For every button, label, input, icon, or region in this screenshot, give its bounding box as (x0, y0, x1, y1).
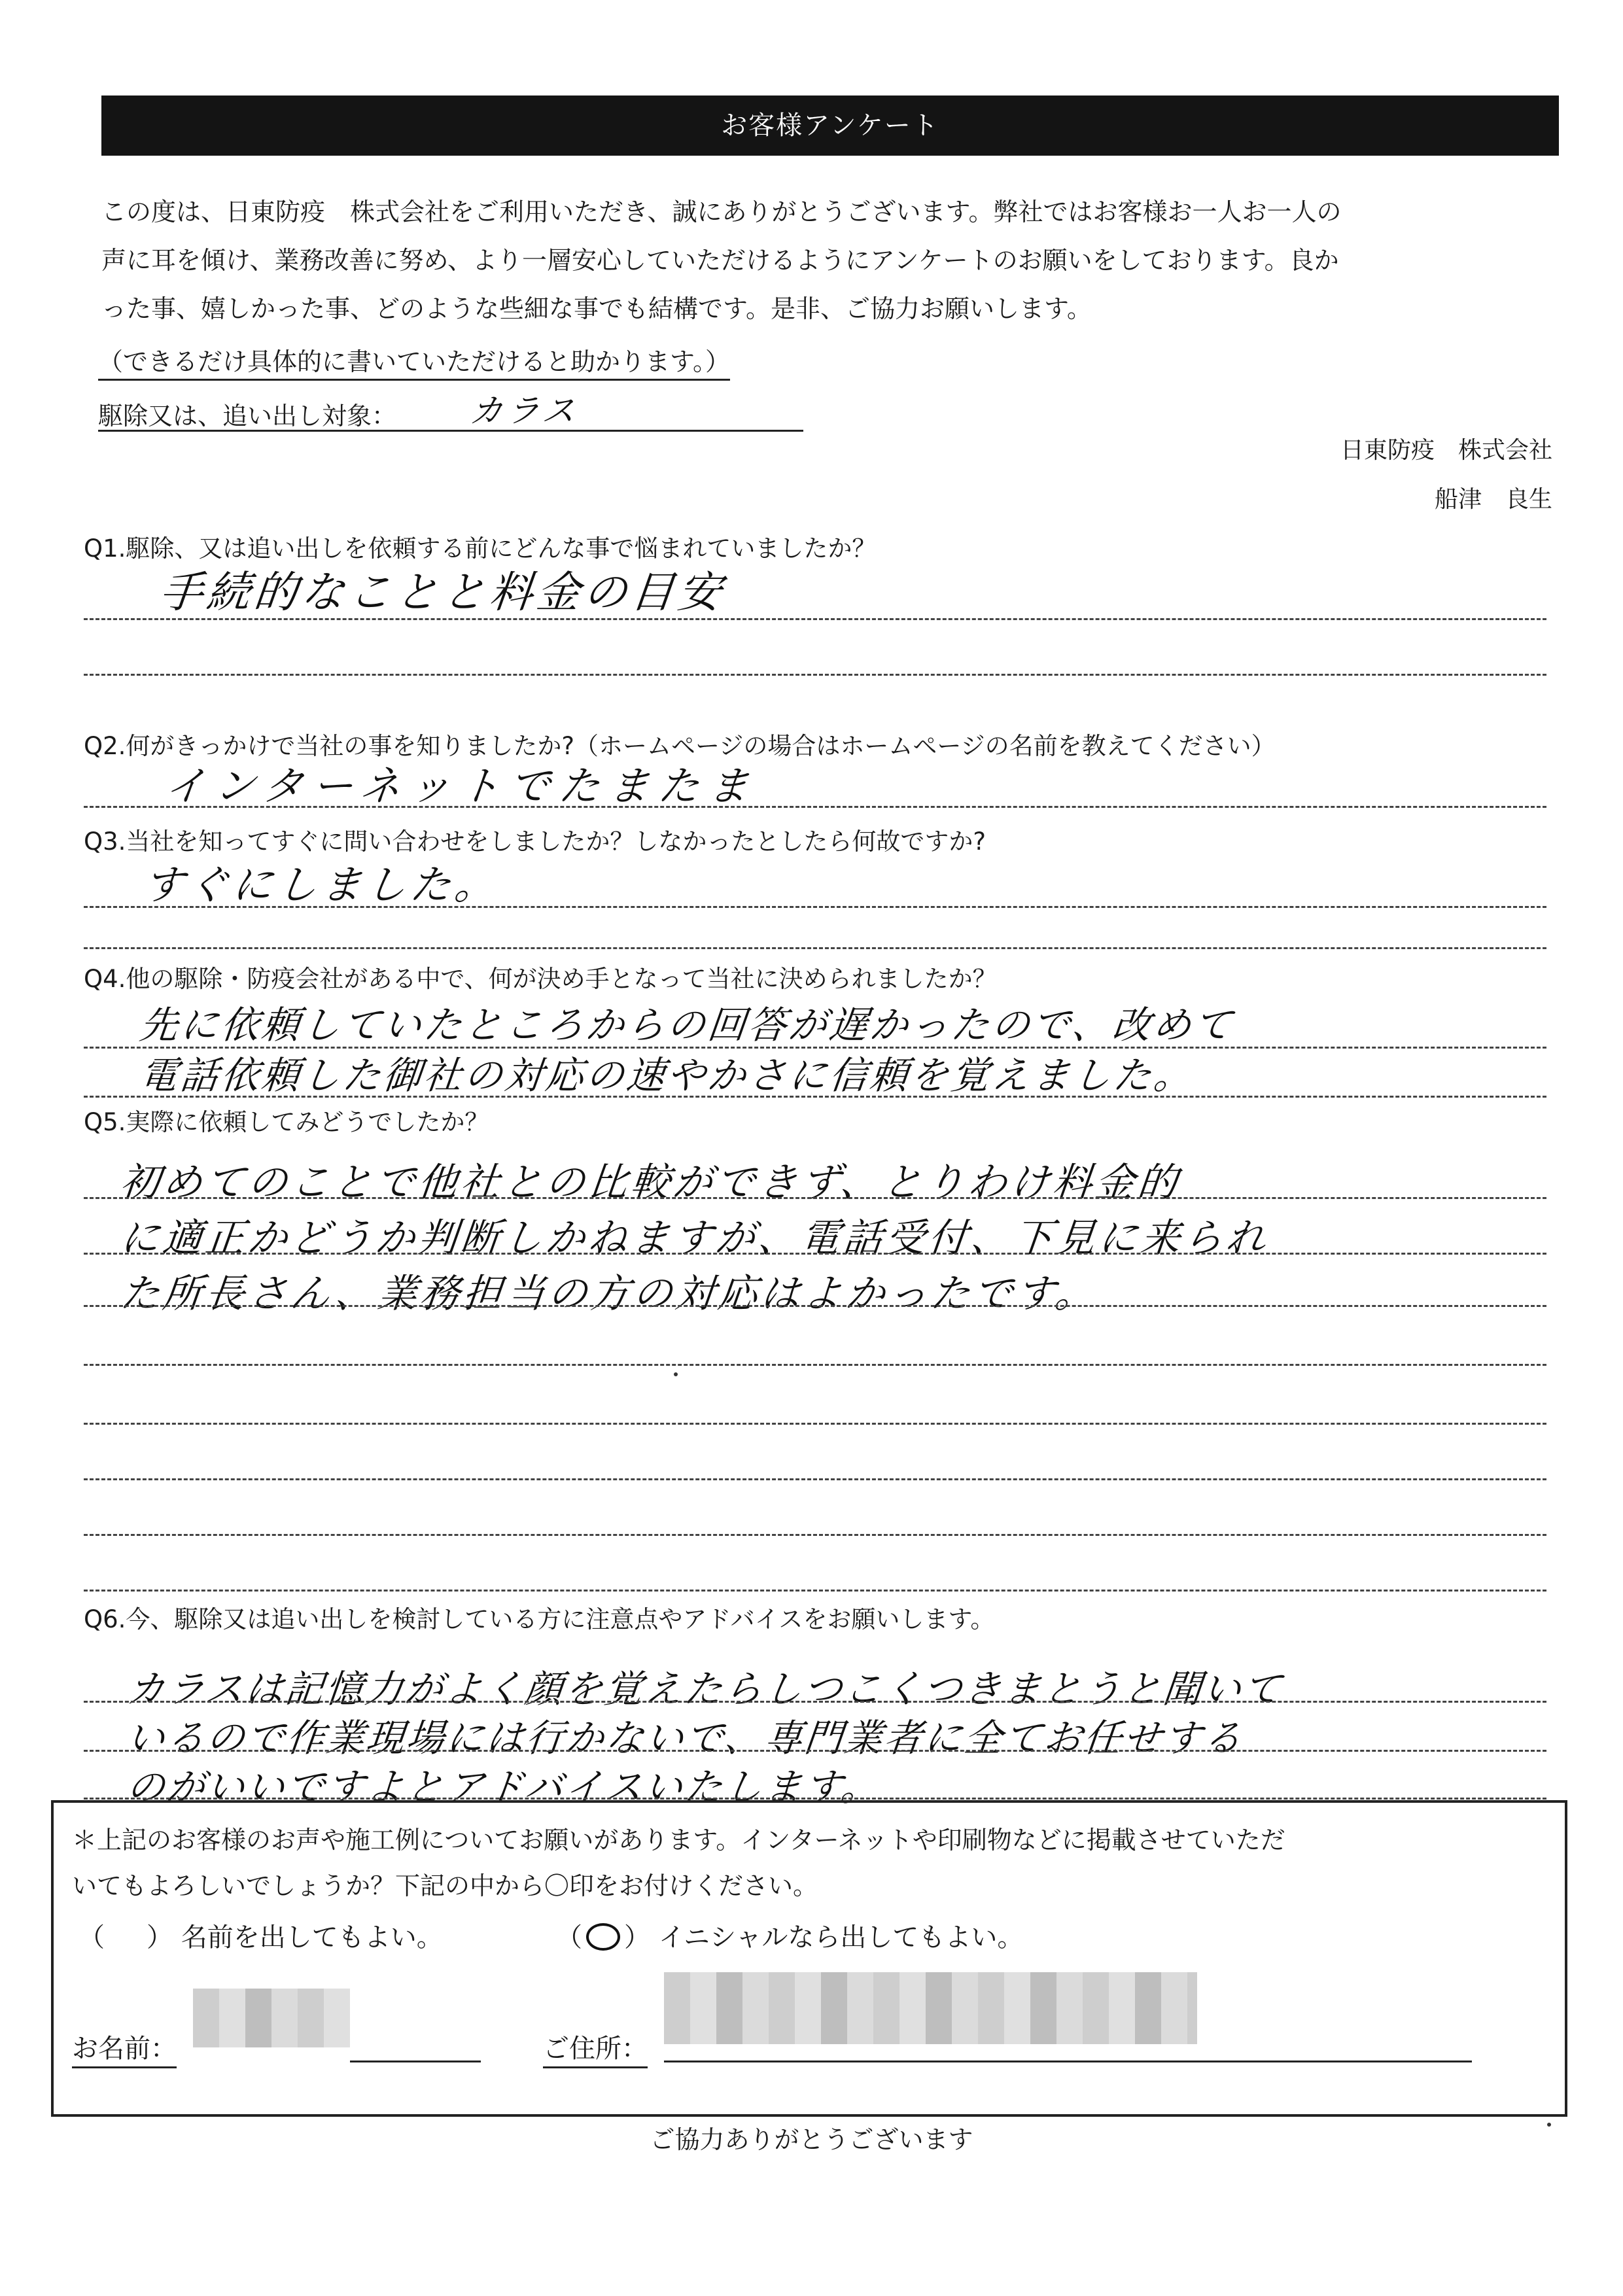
address-field-line[interactable] (664, 2061, 1472, 2062)
target-label: 駆除又は、追い出し対象： (98, 402, 397, 430)
option-label: 名前を出してもよい。 (181, 1922, 443, 1953)
consent-option-name[interactable] (79, 1917, 443, 1954)
answer-rule (84, 1305, 1546, 1307)
consent-line-2: いてもよろしいでしょうか？下記の中から〇印をお付けください。 (72, 1871, 818, 1900)
answer-rule (84, 1701, 1546, 1703)
name-field-line[interactable] (350, 2061, 481, 2062)
answer-rule (84, 1096, 1546, 1098)
answer-rule (84, 1478, 1546, 1480)
answer-rule (84, 947, 1546, 949)
question-2: Q2.何がきっかけで当社の事を知りましたか?（ホームページの場合はホームページの名前を教えてください） (84, 732, 1276, 760)
question-3: Q3.当社を知ってすぐに問い合わせをしましたか？しなかったとしたら何故ですか? (84, 827, 986, 856)
answer-rule (84, 618, 1546, 620)
question-1: Q1.駆除、又は追い出しを依頼する前にどんな事で悩まれていましたか？ (84, 534, 877, 563)
consent-line-1: ＊上記のお客様のお声や施工例についてお願いがあります。インターネットや印刷物などに掲載させていただ (72, 1826, 1285, 1854)
answer-rule (84, 1423, 1546, 1425)
answer-rule (84, 1590, 1546, 1592)
option-paren-open: （ (79, 1922, 105, 1953)
target-value: カラス (468, 392, 581, 430)
question-5: Q5.実際に依頼してみどうでしたか？ (84, 1108, 489, 1136)
answer-rule (84, 1798, 1546, 1800)
company-person: 船津 良生 (1434, 486, 1552, 513)
footer-thanks: ご協力ありがとうございます (650, 2125, 973, 2154)
option-paren-close: ） (147, 1922, 173, 1953)
company-name: 日東防疫 株式会社 (1340, 437, 1552, 464)
intro-line-1: この度は、日東防疫 株式会社をご利用いただき、誠にありがとうございます。弊社ではお客様お一人お一人の (101, 198, 1342, 226)
answer-rule (84, 806, 1546, 808)
answer-6-line-3: のがいいですよとアドバイスいたします。 (124, 1765, 884, 1809)
answer-rule (84, 1197, 1546, 1199)
survey-title: お客様アンケート (101, 96, 1559, 156)
question-4: Q4.他の駆除・防疫会社がある中で、何が決め手となって当社に決められましたか？ (84, 965, 997, 993)
answer-6-line-2: いるので作業現場には行かないで、専門業者に全てお任せする (124, 1716, 1246, 1760)
answer-4-line-1: 先に依頼していたところからの回答が遅かったので、改めて (137, 1003, 1237, 1047)
redacted-address (664, 1972, 1197, 2044)
answer-rule (84, 674, 1546, 676)
answer-rule (84, 1253, 1546, 1255)
answer-rule (84, 1364, 1546, 1366)
option-paren-close: ） (624, 1922, 650, 1953)
address-field-label: ご住所： (543, 2028, 648, 2068)
answer-5-line-3: た所長さん、業務担当の方の対応はよかったです。 (118, 1271, 1100, 1317)
intro-note: （できるだけ具体的に書いていただけると助かります。） (98, 341, 730, 381)
redacted-name (193, 1989, 350, 2047)
circle-mark-icon (586, 1923, 620, 1951)
name-field-label: お名前： (72, 2028, 177, 2068)
intro-line-3: った事、嬉しかった事、どのような些細な事でも結構です。是非、ご協力お願いします。 (101, 294, 1092, 323)
answer-rule (84, 1534, 1546, 1536)
intro-line-2: 声に耳を傾け、業務改善に努め、より一層安心していただけるようにアンケートのお願いをしております。良か (101, 246, 1339, 275)
scan-speck (1547, 2123, 1551, 2127)
answer-3-line-1: すぐにしました。 (141, 861, 502, 909)
option-checkbox-selected[interactable] (582, 1922, 624, 1953)
question-6: Q6.今、駆除又は追い出しを検討している方に注意点やアドバイスをお願いします。 (84, 1605, 995, 1633)
answer-4-line-2: 電話依頼した御社の対応の速やかさに信頼を覚えました。 (137, 1053, 1197, 1098)
target-underline (98, 430, 803, 432)
answer-2-line-1: インターネットでたまたま (162, 762, 761, 810)
answer-5-line-2: に適正かどうか判断しかねますが、電話受付、下見に来られ (118, 1215, 1271, 1261)
scan-speck (674, 1372, 678, 1376)
answer-5-line-1: 初めてのことで他社との比較ができず、とりわけ料金的 (118, 1160, 1183, 1206)
answer-rule (84, 906, 1546, 908)
answer-1-line-1: 手続的なことと料金の目安 (157, 567, 728, 617)
option-label: イニシャルなら出してもよい。 (658, 1922, 1024, 1953)
option-paren-open: （ (556, 1922, 582, 1953)
answer-rule (84, 1750, 1546, 1752)
consent-option-initials[interactable] (556, 1917, 1023, 1954)
answer-6-line-1: カラスは記憶力がよく顔を覚えたらしつこくつきまとうと聞いて (124, 1667, 1285, 1711)
